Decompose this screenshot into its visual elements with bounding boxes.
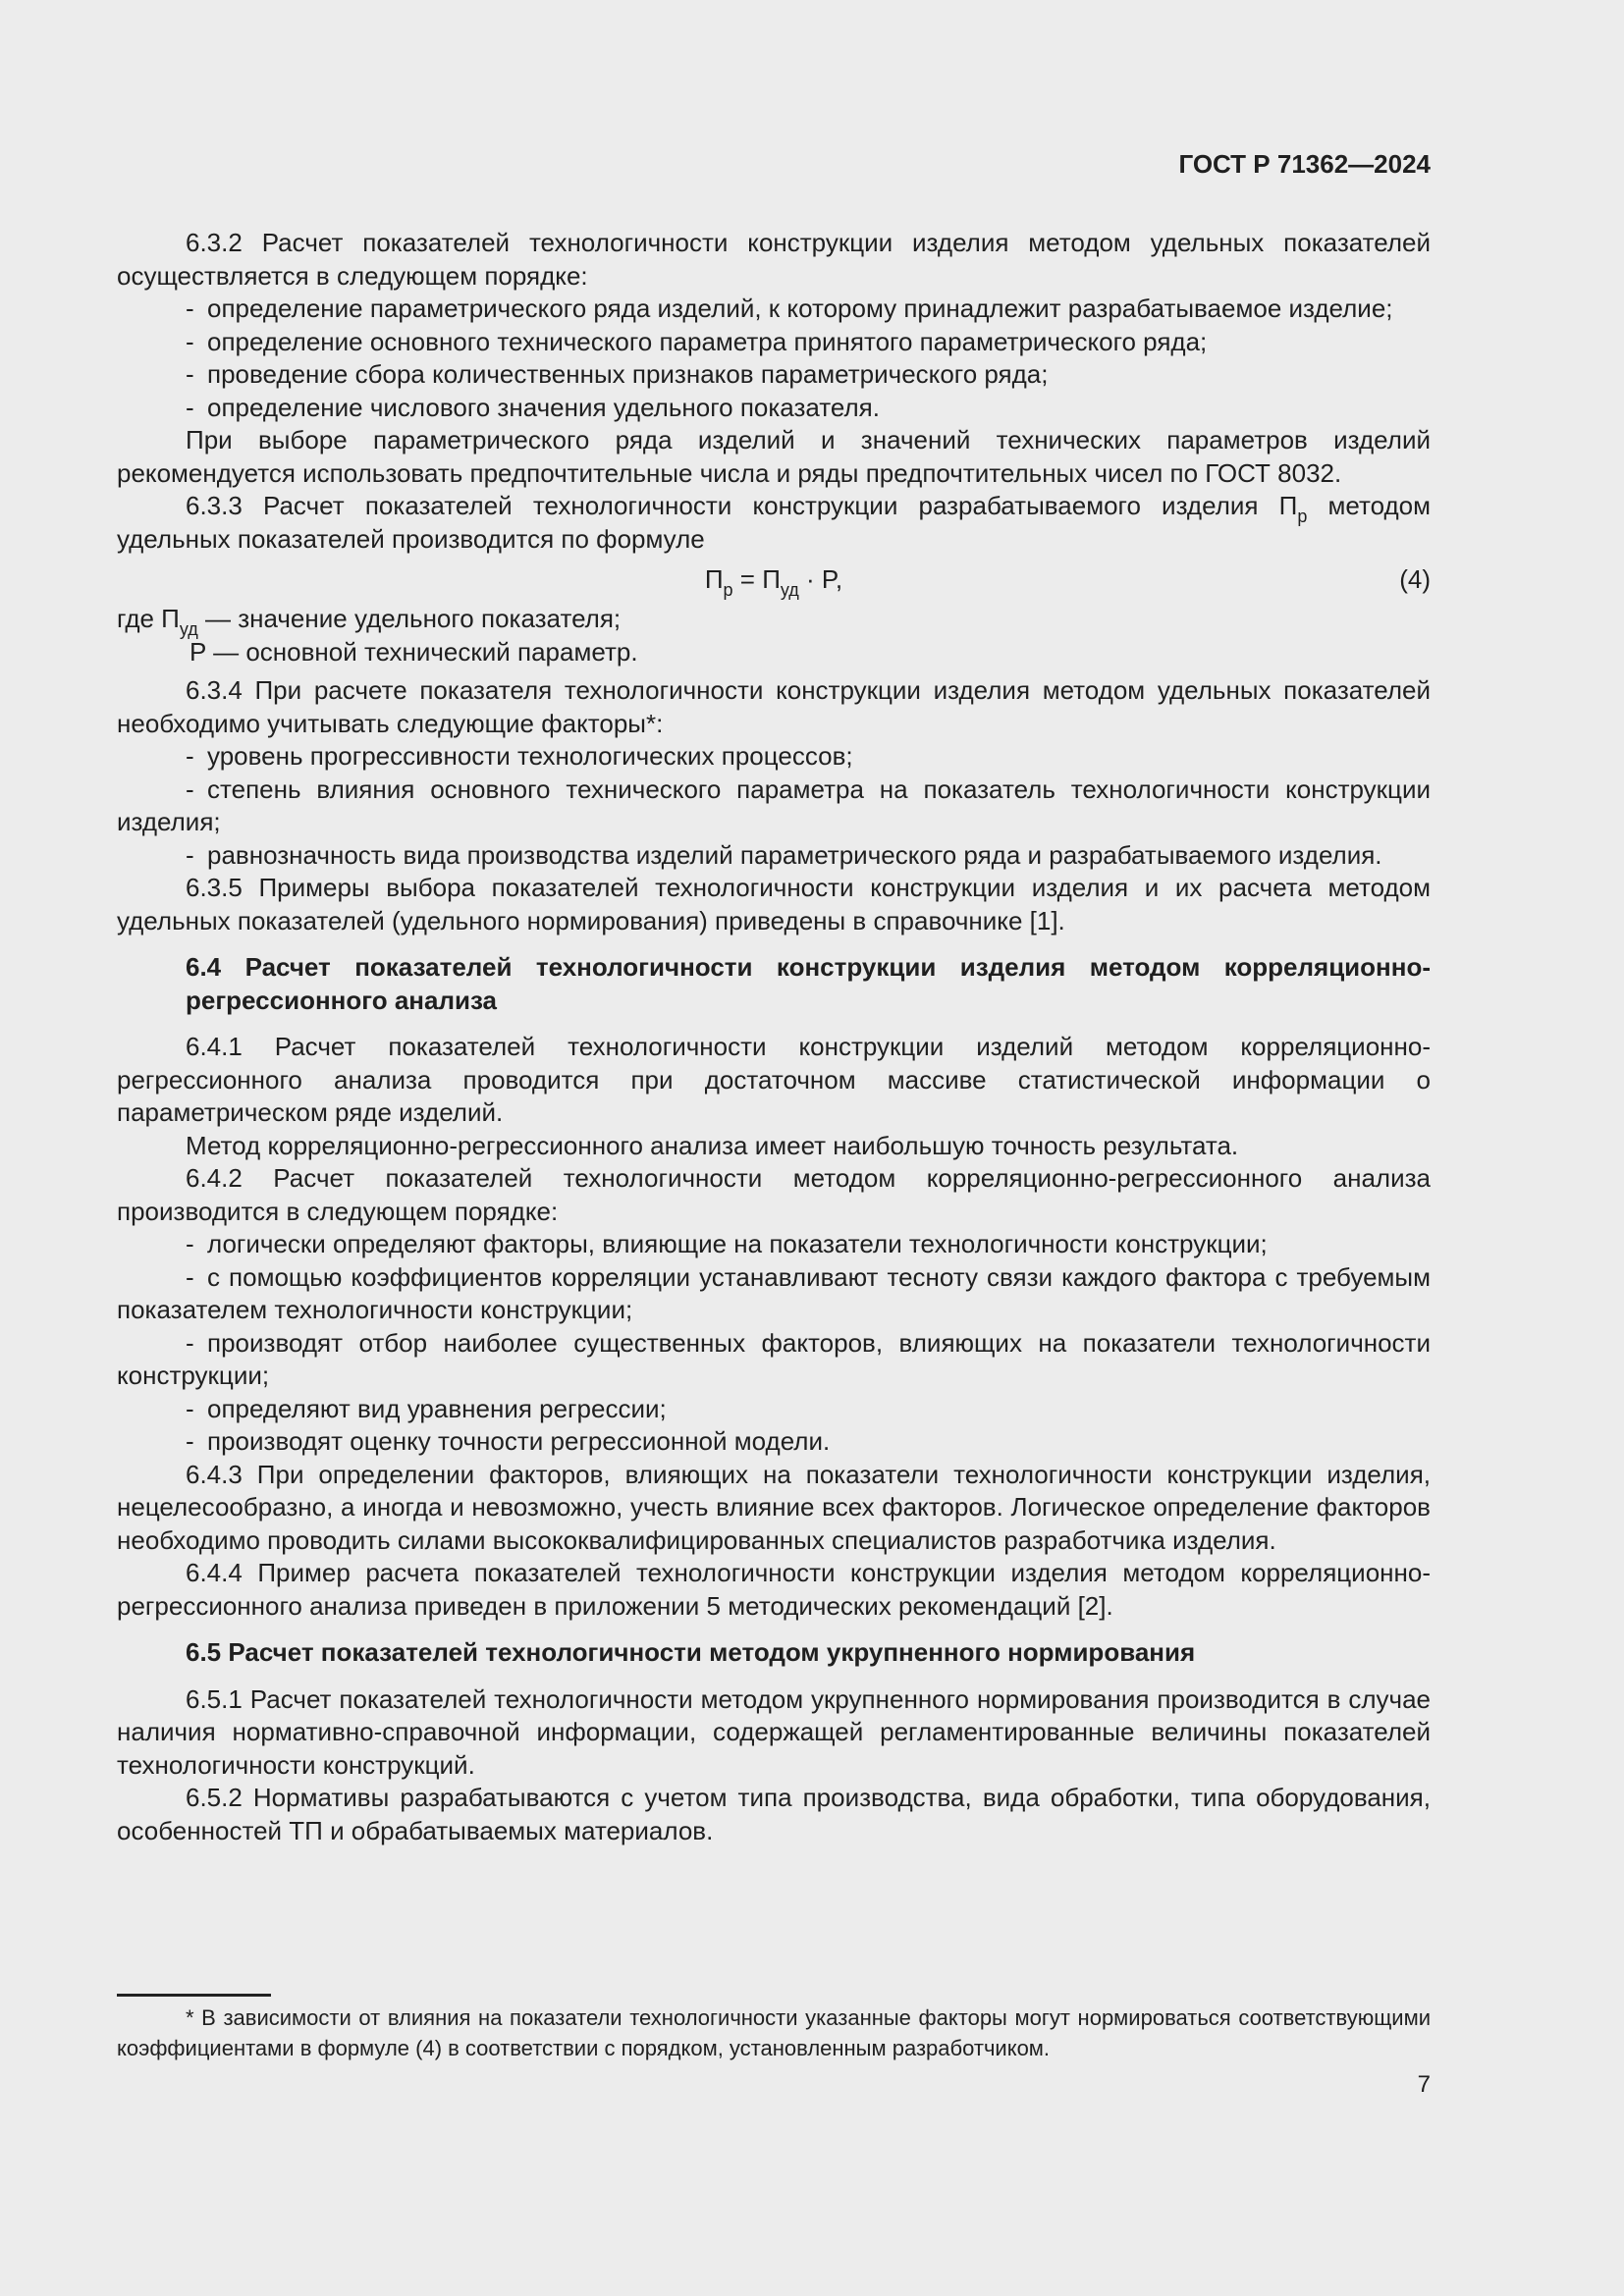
bullet-dash: - [186,1261,194,1292]
list-item: - производят оценку точности регрессионной модели. [117,1425,1431,1459]
formula-4 [117,556,1431,603]
bullet-dash: - [186,1229,194,1258]
bullet-dash: - [186,774,194,804]
bullet-dash: - [186,839,194,870]
main-text [117,227,1431,1847]
footnote: * В зависимости от влияния на показатели технологичности указанные факторы могут нормироваться соответствующими коэффициентами в формуле (4) в соответствии с порядком, установленным разработчиком. [117,2005,1431,2060]
bullet-dash: - [186,294,194,323]
bullet-dash: - [186,741,194,771]
paragraph-6-5-2: 6.5.2 Нормативы разрабатываются с учетом типа производства, вида обработки, типа оборудования, особенностей ТП и обрабатываемых материалов. [117,1783,1431,1845]
paragraph-6-4-4: 6.4.4 Пример расчета показателей технологичности конструкции изделия методом корреляционно-регрессионного анализа приведен в приложении 5 методических рекомендаций [2]. [117,1558,1431,1621]
list-item: - производят отбор наиболее существенных факторов, влияющих на показатели технологичности конструкции; [117,1327,1431,1390]
paragraph-6-4-1-note: Метод корреляционно-регрессионного анализа имеет наибольшую точность результата. [186,1130,1239,1160]
bullet-dash: - [186,326,194,356]
bullet-dash: - [186,1393,194,1423]
section-heading-6-5: 6.5 Расчет показателей технологичности методом укрупненного нормирования [186,1637,1196,1667]
section-heading-6-4: 6.4 Расчет показателей технологичности конструкции изделия методом корреляционно-регрессионного анализа [186,952,1431,1015]
list-item: - определяют вид уравнения регрессии; [117,1393,1431,1426]
bullet-dash: - [186,359,194,389]
formula-number: (4) [1399,564,1431,594]
paragraph-6-3-2: 6.3.2 Расчет показателей технологичности конструкции изделия методом удельных показателей осуществляется в следующем порядке: [117,228,1431,291]
document-id-header: ГОСТ Р 71362—2024 [1178,149,1431,179]
page-number: 7 [1417,2071,1431,2098]
paragraph-6-4-3: 6.4.3 При определении факторов, влияющих на показатели технологичности конструкции изделия, нецелесообразно, а иногда и невозможно, учесть влияние всех факторов. Логическое определение факторов необходимо проводить силами высококвалифицированных специалистов разработчика изделия. [117,1459,1431,1555]
paragraph-6-3-4: 6.3.4 При расчете показателя технологичности конструкции изделия методом удельных показателей необходимо учитывать следующие факторы*: [117,675,1431,738]
list-item: - определение параметрического ряда изделий, к которому принадлежит разрабатываемое изделие; [117,293,1431,326]
paragraph-6-3-5: 6.3.5 Примеры выбора показателей технологичности конструкции изделия и их расчета методом удельных показателей (удельного нормирования) приведены в справочнике [1]. [117,873,1431,935]
paragraph-6-4-1: 6.4.1 Расчет показателей технологичности конструкции изделий методом корреляционно-регрессионного анализа проводится при достаточном массиве статистической информации о параметрическом ряде изделий. [117,1032,1431,1127]
list-item: - проведение сбора количественных признаков параметрического ряда; [117,358,1431,392]
list-item: - уровень прогрессивности технологических процессов; [117,740,1431,774]
footnote-separator [117,1994,271,1997]
list-item: - определение числового значения удельного показателя. [117,392,1431,425]
bullet-dash: - [186,1426,194,1456]
list-item: - логически определяют факторы, влияющие на показатели технологичности конструкции; [117,1228,1431,1261]
bullet-dash: - [186,392,194,422]
list-item: - степень влияния основного технического параметра на показатель технологичности конструкции изделия; [117,774,1431,836]
where-line-1: где $П_{уд}$ — значение удельного показателя; [117,604,622,639]
paragraph-6-3-2-note: При выборе параметрического ряда изделий и значений технических параметров изделий рекомендуется использовать предпочтительные числа и ряды предпочтительных чисел по ГОСТ 8032. [117,425,1431,488]
where-line-2: P — основной технический параметр. [189,636,638,667]
list-item: - равнозначность вида производства изделий параметрического ряда и разрабатываемого изделия. [117,839,1431,873]
bullet-dash: - [186,1327,194,1358]
list-item: - с помощью коэффициентов корреляции устанавливают тесноту связи каждого фактора с требуемым показателем технологичности конструкции; [117,1261,1431,1324]
list-item: - определение основного технического параметра принятого параметрического ряда; [117,326,1431,359]
paragraph-6-4-2: 6.4.2 Расчет показателей технологичности методом корреляционно-регрессионного анализа производится в следующем порядке: [117,1163,1431,1226]
paragraph-6-5-1: 6.5.1 Расчет показателей технологичности методом укрупненного нормирования производится в случае наличия нормативно-справочной информации, содержащей регламентированные величины показателей технологичности конструкций. [117,1683,1431,1780]
formula-expression: $П_р = П_{уд} \cdot P$, [704,564,843,600]
paragraph-6-3-3: 6.3.3 Расчет показателей технологичности конструкции разрабатываемого изделия $П_р$ методом удельных показателей производится по формуле [117,491,1431,554]
